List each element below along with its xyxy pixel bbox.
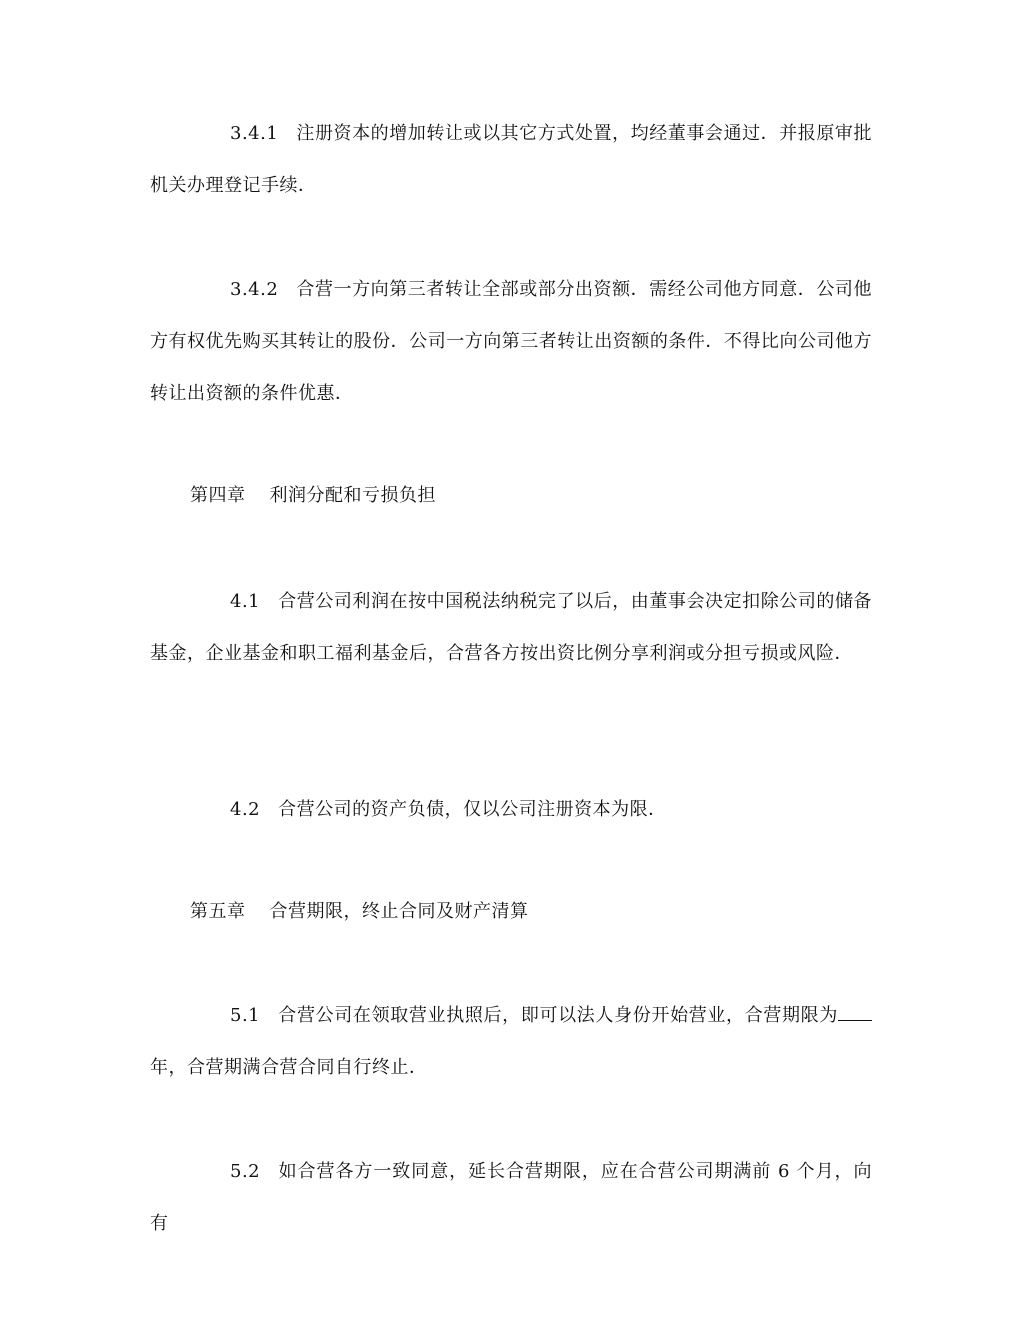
clause-number: 5.1 <box>230 1005 261 1026</box>
clause-text-before-blank: 合营公司在领取营业执照后，即可以法人身份开始营业，合营期限为 <box>278 1005 838 1026</box>
clause-text: 合营公司的资产负债，仅以公司注册资本为限． <box>278 799 667 820</box>
clause-text: 合营公司利润在按中国税法纳税完了以后，由董事会决定扣除公司的储备基金，企业基金和职工福利基金后，合营各方按出资比例分享利润或分担亏损或风险． <box>150 591 872 664</box>
chapter-number: 第四章 <box>190 485 246 506</box>
clause-5-2 <box>150 1146 872 1250</box>
clause-number: 4.1 <box>230 591 261 612</box>
clause-number: 4.2 <box>230 799 261 820</box>
clause-text-after-blank: 年，合营期满合营合同自行终止． <box>150 1057 428 1078</box>
clause-text: 合营一方向第三者转让全部或部分出资额．需经公司他方同意．公司他方有权优先购买其转让的股份．公司一方向第三者转让出资额的条件．不得比向公司他方转让出资额的条件优惠． <box>150 279 872 404</box>
chapter-title: 合营期限，终止合同及财产清算 <box>269 901 529 922</box>
chapter-number: 第五章 <box>190 901 246 922</box>
clause-5-1 <box>150 990 872 1094</box>
chapter-5-heading <box>190 886 529 938</box>
clause-4-1 <box>150 576 872 680</box>
clause-number: 3.4.1 <box>230 123 279 144</box>
clause-number: 5.2 <box>230 1161 261 1182</box>
clause-text: 如合营各方一致同意，延长合营期限，应在合营公司期满前 6 个月，向有 <box>150 1161 872 1234</box>
clause-3-4-1 <box>150 108 872 212</box>
clause-text: 注册资本的增加转让或以其它方式处置，均经董事会通过．并报原审批机关办理登记手续． <box>150 123 872 196</box>
chapter-4-heading <box>190 470 436 522</box>
clause-3-4-2 <box>150 264 872 420</box>
fill-in-blank <box>838 1002 872 1021</box>
clause-4-2 <box>150 784 872 836</box>
clause-number: 3.4.2 <box>230 279 279 300</box>
chapter-title: 利润分配和亏损负担 <box>269 485 436 506</box>
